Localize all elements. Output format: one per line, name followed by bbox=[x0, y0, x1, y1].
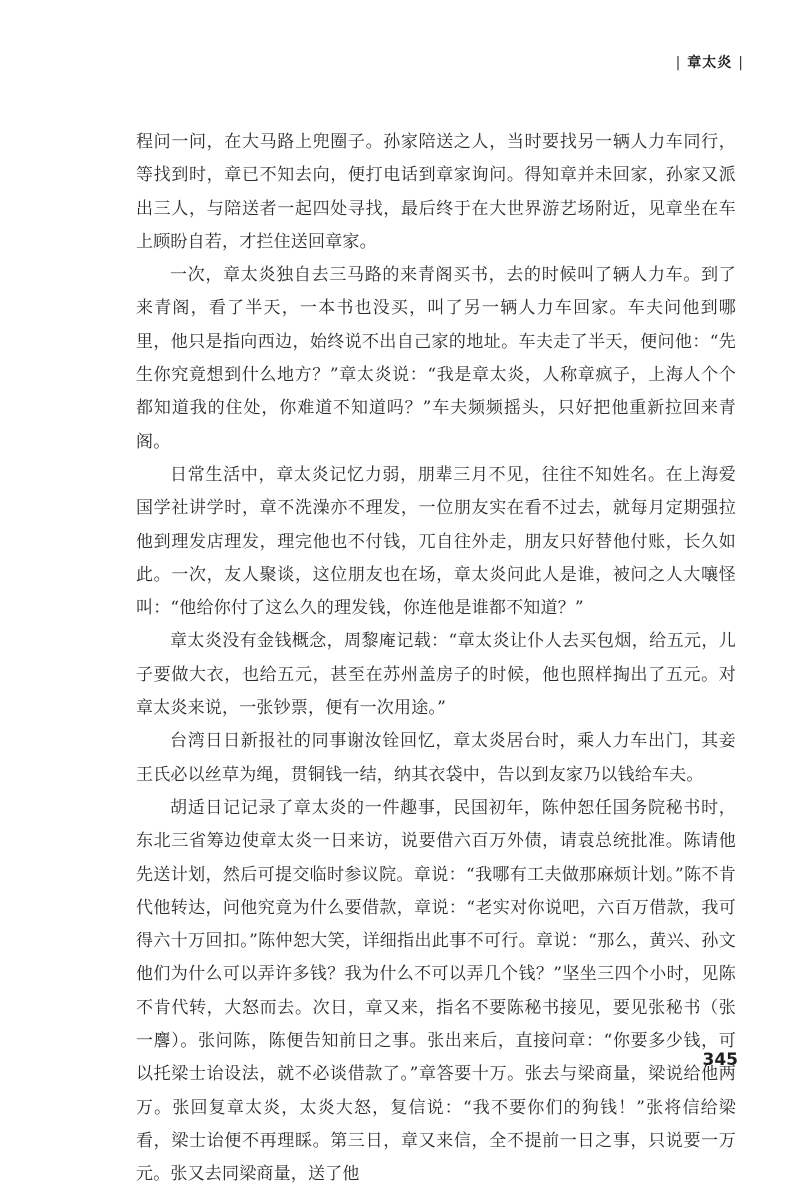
header-title: 章太炎 bbox=[687, 55, 733, 71]
page-number: 345 bbox=[702, 1050, 738, 1070]
paragraph: 日常生活中，章太炎记忆力弱，朋辈三月不见，往往不知姓名。在上海爱国学社讲学时，章不洗澡亦不理发，一位朋友实在看不过去，就每月定期强拉他到理发店理发，理完他也不付钱，兀自往外走，朋友只好替他付账，长久如此。一次，友人聚谈，这位朋友也在场，章太炎问此人是谁，被问之人大嚷怪叫：“他给你付了这么久的理发钱，你连他是谁都不知道？” bbox=[136, 464, 736, 619]
header-separator-left: | bbox=[675, 55, 682, 71]
paragraph: 一次，章太炎独自去三马路的来青阁买书，去的时候叫了辆人力车。到了来青阁，看了半天，一本书也没买，叫了另一辆人力车回家。车夫问他到哪里，他只是指向西边，始终说不出自己家的地址。车夫走了半天，便问他：“先生你究竟想到什么地方？”章太炎说：“我是章太炎，人称章疯子，上海人个个都知道我的住处，你难道不知道吗？”车夫频频摇头，只好把他重新拉回来青阁。 bbox=[136, 265, 736, 452]
paragraph: 胡适日记记录了章太炎的一件趣事，民国初年，陈仲恕任国务院秘书时，东北三省筹边使章太炎一日来访，说要借六百万外债，请袁总统批准。陈请他先送计划，然后可提交临时参议院。章说：“我哪有工夫做那麻烦计划。”陈不肯代他转达，问他究竟为什么要借款，章说：“老实对你说吧，六百万借款，我可得六十万回扣。”陈仲恕大笑，详细指出此事不可行。章说：“那么，黄兴、孙文他们为什么可以弄许多钱？我为什么不可以弄几个钱？”坚坐三四个小时，见陈不肯代转，大怒而去。次日，章又来，指名不要陈秘书接见，要见张秘书（张一麐）。张问陈，陈便告知前日之事。张出来后，直接问章：“你要多少钱，可以托梁士诒设法，就不必谈借款了。”章答要十万。张去与梁商量，梁说给他两万。张回复章太炎，太炎大怒，复信说：“我不要你们的狗钱！”张将信给梁看，梁士诒便不再理睬。第三日，章又来信，全不提前一日之事，只说要一万元。张又去同梁商量，送了他 bbox=[136, 797, 736, 1185]
body-text bbox=[136, 126, 736, 1192]
paragraph: 台湾日日新报社的同事谢汝铨回忆，章太炎居台时，乘人力车出门，其妾王氏必以丝草为绳，贯铜钱一结，纳其衣袋中，告以到友家乃以钱给车夫。 bbox=[136, 731, 736, 785]
running-header bbox=[670, 52, 750, 72]
paragraph-continued: 程问一问，在大马路上兜圈子。孙家陪送之人，当时要找另一辆人力车同行，等找到时，章已不知去向，便打电话到章家询问。得知章并未回家，孙家又派出三人，与陪送者一起四处寻找，最后终于在大世界游艺场附近，见章坐在车上顾盼自若，才拦住送回章家。 bbox=[136, 132, 736, 252]
paragraph: 章太炎没有金钱概念，周黎庵记载：“章太炎让仆人去买包烟，给五元，儿子要做大衣，也给五元，甚至在苏州盖房子的时候，他也照样掏出了五元。对章太炎来说，一张钞票，便有一次用途。” bbox=[136, 631, 736, 719]
header-separator-right: | bbox=[738, 55, 744, 71]
